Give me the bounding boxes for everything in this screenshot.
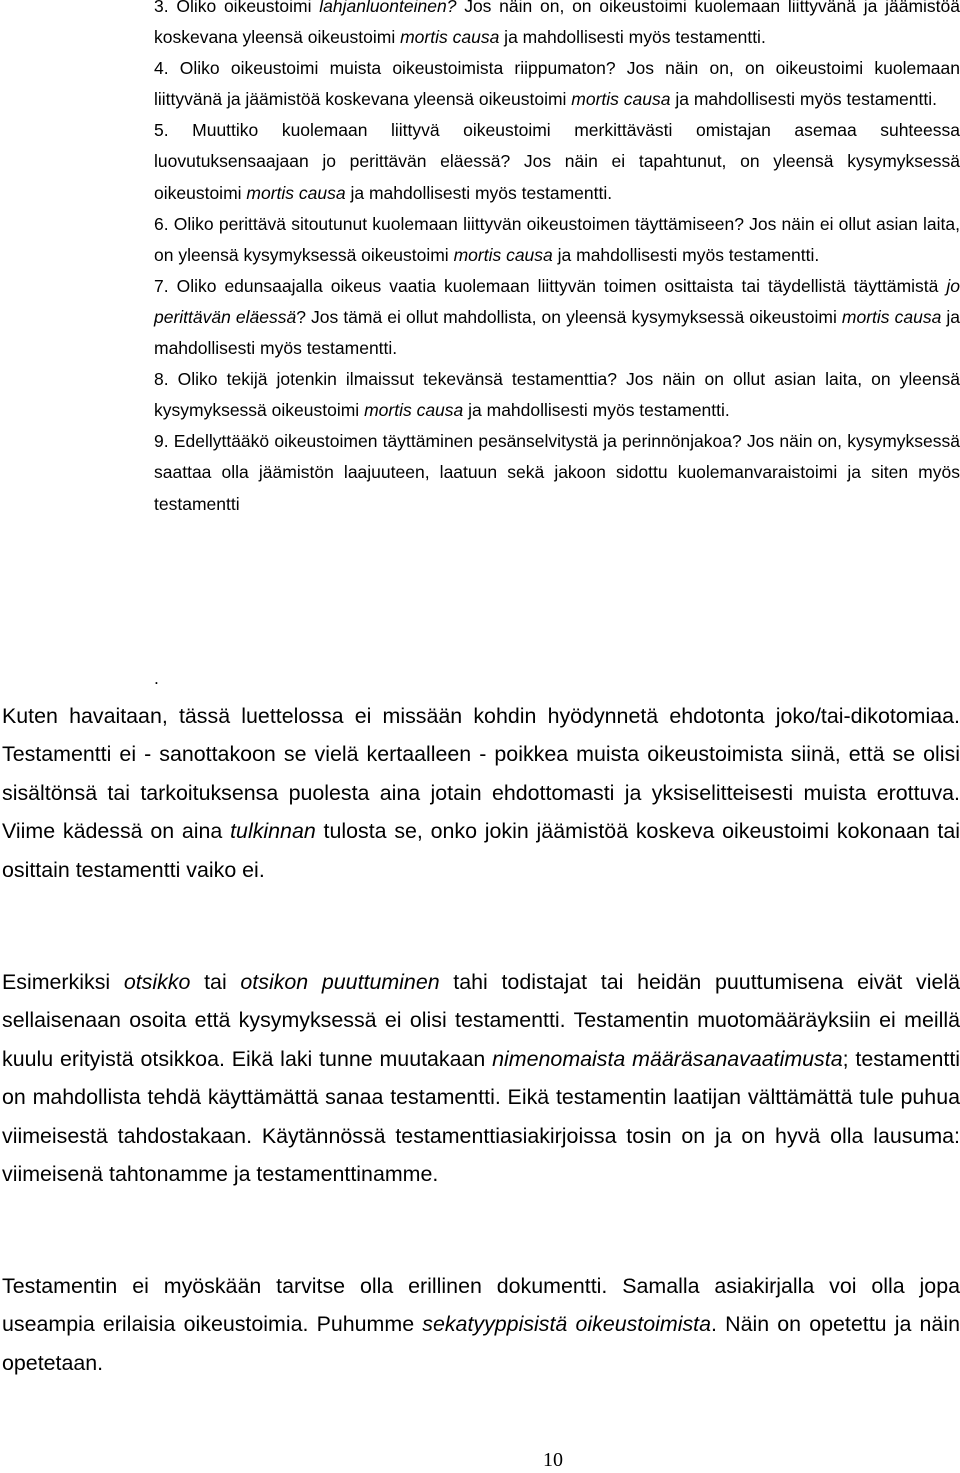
list-item: 5. Muuttiko kuolemaan liittyvä oikeustoimi merkittävästi omistajan asemaa suhteessa luovutuksensaajaan jo perittävän eläessä? Jos näin ei tapahtunut, on yleensä kysymyksessä oikeustoimi mortis causa ja mahdollisesti myös testamentti. — [154, 120, 960, 203]
body-paragraph: Testamentin ei myöskään tarvitse olla erillinen dokumentti. Samalla asiakirjalla voi olla jopa useampia erilaisia oikeustoimia. Puhumme sekatyyppisistä oikeustoimista. Näin on opetettu ja näin opetetaan. — [2, 1274, 960, 1375]
list-item: 6. Oliko perittävä sitoutunut kuolemaan liittyvän oikeustoimen täyttämiseen? Jos näin ei ollut asian laita, on yleensä kysymyksessä oikeustoimi mortis causa ja mahdollisesti myös testamentti. — [154, 213, 960, 265]
list-item: 3. Oliko oikeustoimi lahjanluonteinen? Jos näin on, on oikeustoimi kuolemaan liittyvänä ja jäämistöä koskevana yleensä oikeustoimi mortis causa ja mahdollisesti myös testamentti. — [154, 0, 960, 48]
page-number: 10 — [543, 1449, 563, 1471]
body-paragraph: Esimerkiksi otsikko tai otsikon puuttuminen tahi todistajat tai heidän puuttumisena eivät vielä sellaisenaan osoita että kysymyksessä ei olisi testamentti. Testamentin muotomääräyksiin ei meillä kuulu erityistä otsikkoa. Eikä laki tunne muutakaan nimenomaista määräsanavaatimusta; testamentti on mahdollista tehdä käyttämättä sanaa testamentti. Eikä testamentin laatijan välttämättä tule puhua viimeisestä tahdostakaan. Käytännössä testamenttiasiakirjoissa tosin on ja on hyvä olla lausuma: viimeisenä tahtonamme ja testamenttinamme. — [2, 970, 960, 1187]
body-paragraph: Kuten havaitaan, tässä luettelossa ei missään kohdin hyödynnetä ehdotonta joko/tai-dikotomiaa. Testamentti ei - sanottakoon se vielä kertaalleen - poikkea muista oikeustoimista siinä, että se olisi sisältönsä tai tarkoituksensa puolesta aina jotain ehdottomasti ja yksiselitteisesti muista erottuva. Viime kädessä on aina tulkinnan tulosta se, onko jokin jäämistöä koskeva oikeustoimi kokonaan tai osittain testamentti vaiko ei. — [2, 704, 960, 882]
list-item: 7. Oliko edunsaajalla oikeus vaatia kuolemaan liittyvän toimen osittaista tai täydellistä täyttämistä jo perittävän eläessä? Jos tämä ei ollut mahdollista, on yleensä kysymyksessä oikeustoimi mortis causa ja mahdollisesti myös testamentti. — [154, 275, 960, 359]
criteria-list — [154, 0, 960, 520]
list-item: 9. Edellyttääkö oikeustoimen täyttäminen pesänselvitystä ja perinnönjakoa? Jos näin on, kysymyksessä saattaa olla jäämistön laajuuteen, laatuun sekä jakoon sidottu kuolemanvaraistoimi ja siten myös testamentti — [154, 431, 960, 514]
list-item: 4. Oliko oikeustoimi muista oikeustoimista riippumaton? Jos näin on, on oikeustoimi kuolemaan liittyvänä ja jäämistöä koskevana yleensä oikeustoimi mortis causa ja mahdollisesti myös testamentti. — [154, 58, 960, 110]
list-item: 8. Oliko tekijä jotenkin ilmaissut tekevänsä testamenttia? Jos näin on ollut asian laita, on yleensä kysymyksessä oikeustoimi mortis causa ja mahdollisesti myös testamentti. — [154, 369, 960, 421]
list-trailing-dot: . — [154, 668, 159, 688]
